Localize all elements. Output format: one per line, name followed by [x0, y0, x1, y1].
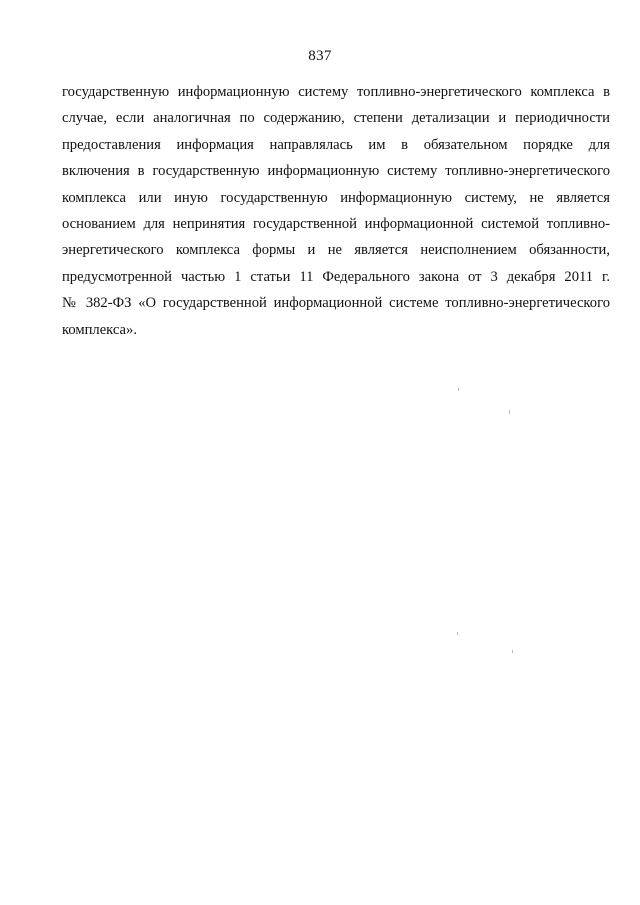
page-number: 837	[308, 48, 332, 64]
body-paragraph	[62, 79, 610, 343]
paragraph-line: № 382-ФЗ «О государственной информационной системе топливно-энергетического	[62, 295, 610, 312]
paragraph-line: государственную информационную систему топливно-энергетического комплекса в	[62, 84, 610, 100]
paragraph-line: предусмотренной частью 1 статьи 11 Федерального закона от 3 декабря 2011 г.	[62, 268, 610, 285]
paragraph-line: комплекса».	[62, 321, 137, 338]
paragraph-line: комплекса или иную государственную информационную систему, не является	[62, 189, 610, 206]
scan-speck	[512, 650, 513, 653]
paragraph-line: случае, если аналогичная по содержанию, степени детализации и периодичности	[62, 110, 610, 127]
scan-speck	[509, 410, 510, 414]
paragraph-line: включения в государственную информационную систему топливно-энергетического	[62, 163, 610, 180]
paragraph-line: энергетического комплекса формы и не является неисполнением обязанности,	[62, 242, 610, 259]
paragraph-line: основанием для непринятия государственной информационной системой топливно-	[62, 216, 610, 233]
scan-speck	[457, 632, 458, 635]
paragraph-line: предоставления информация направлялась им в обязательном порядке для	[62, 136, 610, 153]
scan-speck	[458, 388, 459, 391]
